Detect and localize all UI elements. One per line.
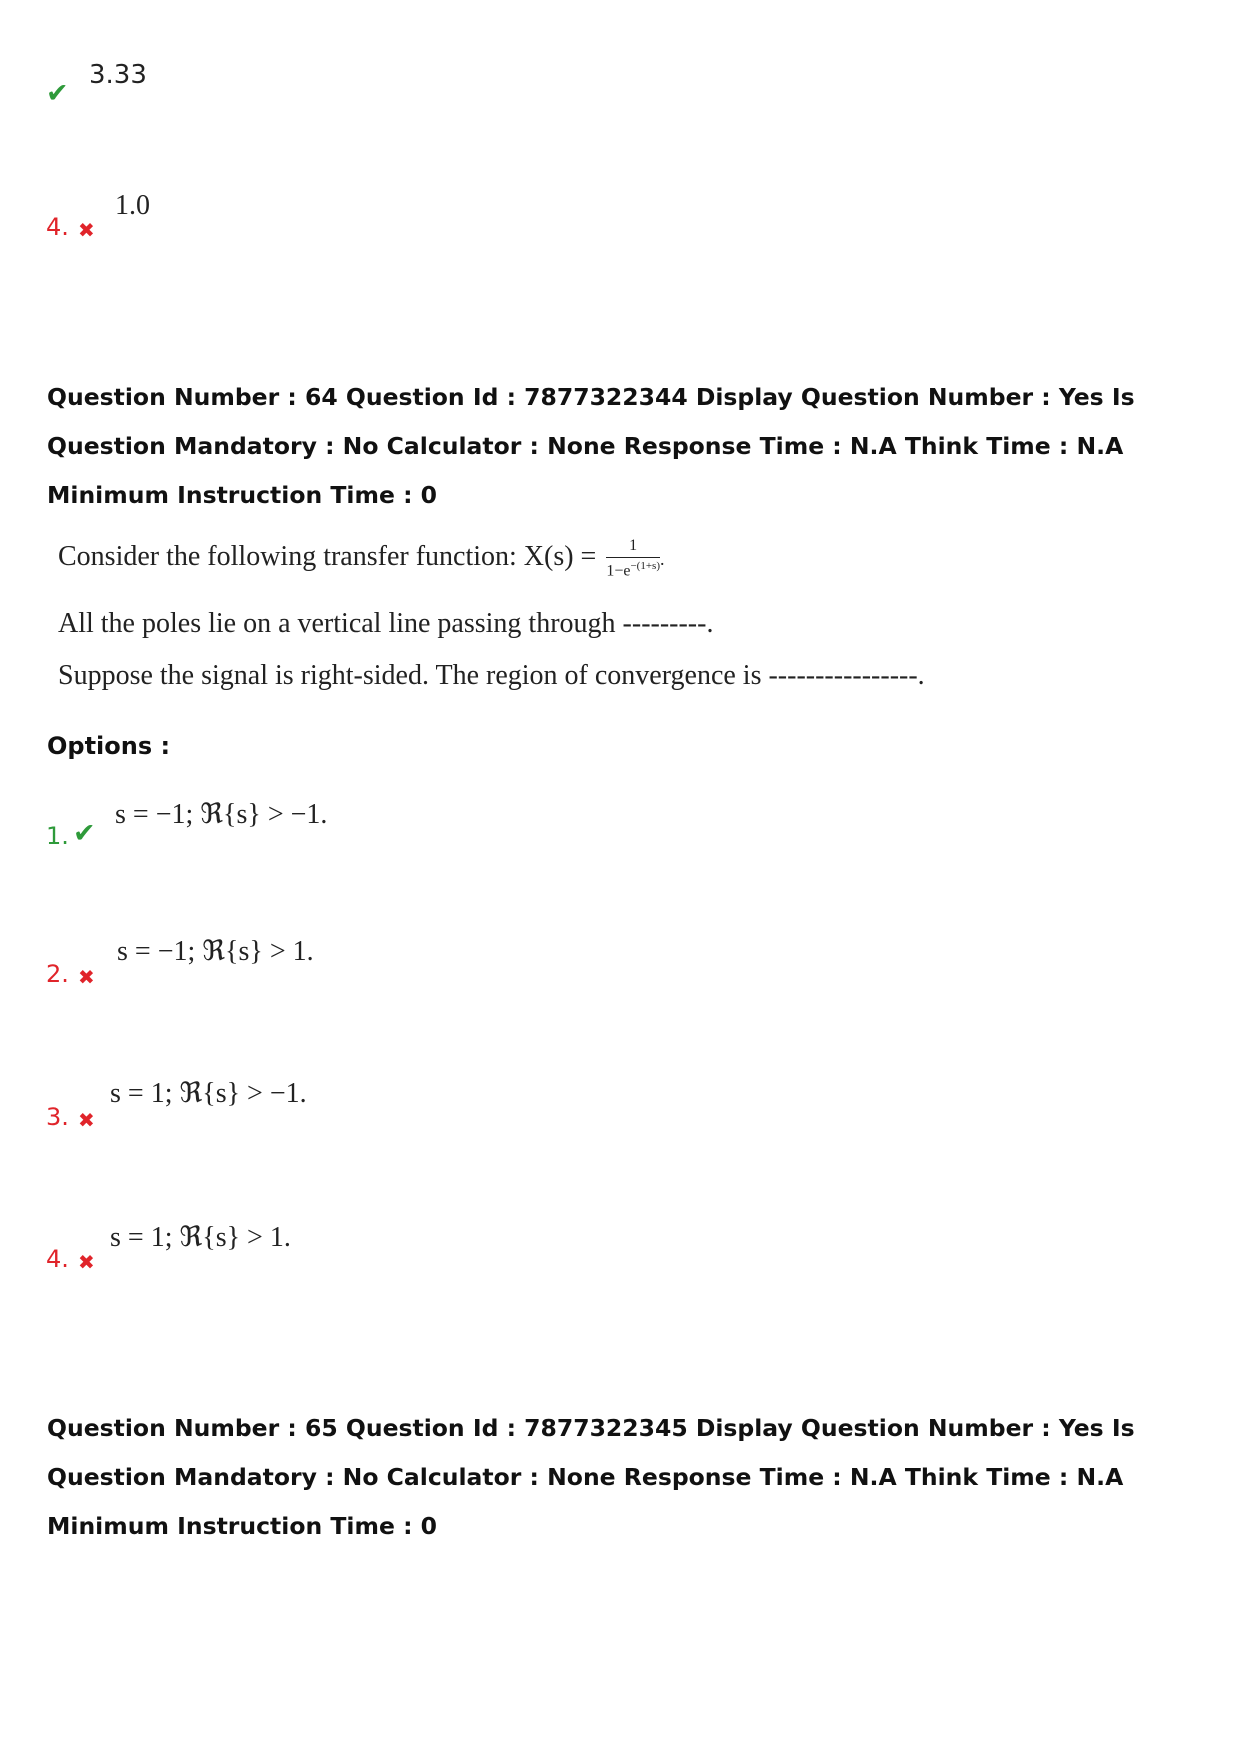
option-number: 3. bbox=[46, 1103, 69, 1131]
prev-option-value: 3.33 bbox=[89, 60, 147, 90]
question-header: Question Number : 64 Question Id : 7877322344 Display Question Number : Yes Is Question Mandatory : No Calculator : None Response Time : N.A Think Time : N.A Minimum Instruction Time : 0 bbox=[47, 383, 1135, 509]
fraction-denominator: 1−e bbox=[606, 562, 631, 580]
stem-line-3: Suppose the signal is right-sided. The region of convergence is ----------------. bbox=[58, 660, 925, 691]
option-number: 2. bbox=[46, 960, 69, 988]
option-text: s = −1; ℜ{s} > 1. bbox=[117, 936, 314, 967]
stem-period: . bbox=[659, 549, 665, 570]
option-number: 1. bbox=[46, 822, 69, 850]
stem-line-2: All the poles lie on a vertical line passing through ---------. bbox=[58, 608, 714, 639]
options-label: Options : bbox=[47, 732, 171, 760]
question-stem bbox=[58, 537, 664, 580]
option-text: s = −1; ℜ{s} > −1. bbox=[115, 799, 328, 830]
cross-icon: ✖ bbox=[78, 1108, 95, 1132]
transfer-function-fraction bbox=[606, 537, 660, 580]
question-header: Question Number : 65 Question Id : 7877322345 Display Question Number : Yes Is Question Mandatory : No Calculator : None Response Time : N.A Think Time : N.A Minimum Instruction Time : 0 bbox=[47, 1414, 1135, 1540]
stem-text: Consider the following transfer function: X(s) = bbox=[58, 541, 597, 573]
option-text: s = 1; ℜ{s} > 1. bbox=[110, 1222, 291, 1253]
cross-icon: ✖ bbox=[78, 1250, 95, 1274]
check-icon: ✔ bbox=[46, 78, 69, 109]
fraction-exponent: −(1+s) bbox=[630, 560, 660, 572]
check-icon: ✔ bbox=[73, 818, 96, 849]
prev-option-value: 1.0 bbox=[115, 190, 150, 221]
fraction-numerator: 1 bbox=[606, 537, 660, 558]
cross-icon: ✖ bbox=[78, 218, 95, 242]
option-text: s = 1; ℜ{s} > −1. bbox=[110, 1078, 307, 1109]
option-number: 4. bbox=[46, 1245, 69, 1273]
prev-option-number: 4. bbox=[46, 213, 69, 241]
cross-icon: ✖ bbox=[78, 965, 95, 989]
